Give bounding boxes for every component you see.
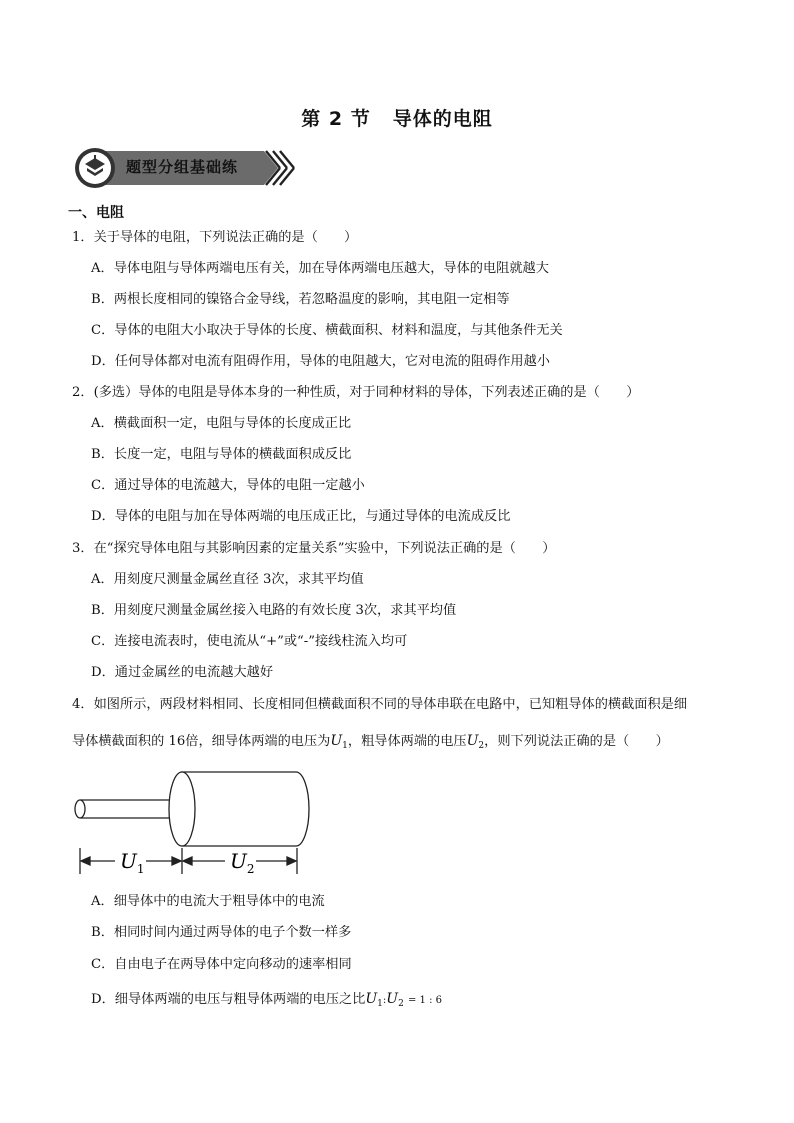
- u2-symbol: $U_2$: [466, 733, 485, 751]
- section-heading: 一、电阻: [68, 205, 124, 221]
- q3-option-c: C．连接电流表时，使电流从“+”或“-”接线柱流入均可: [91, 634, 408, 649]
- q2-option-b: B．长度一定，电阻与导体的横截面积成反比: [91, 447, 352, 462]
- label-u2: $U_2$: [230, 849, 255, 876]
- option-d-text: D．细导体两端的电压与粗导体两端的电压之比: [91, 992, 366, 1007]
- q4-option-b: B．相同时间内通过两导体的电子个数一样多: [91, 925, 352, 940]
- question-3-stem: 3．在“探究导体电阻与其影响因素的定量关系”实验中，下列说法正确的是（ ）: [72, 541, 556, 556]
- question-4-stem-line2: [72, 732, 669, 755]
- q1-option-b: B．两根长度相同的镍铬合金导线，若忽略温度的影响，其电阻一定相等: [91, 292, 510, 307]
- question-2-stem: 2．(多选）导体的电阻是导体本身的一种性质，对于同种材料的导体，下列表述正确的是（ ）: [72, 385, 640, 400]
- title-text: 导体的电阻: [392, 108, 493, 130]
- voltage-ratio-formula: $U_1:U_2$: [365, 991, 404, 1009]
- stem-text-c: ，则下列说法正确的是（ ）: [484, 734, 669, 749]
- question-1-stem: 1．关于导体的电阻，下列说法正确的是（ ）: [72, 230, 358, 245]
- q4-option-d: [91, 990, 442, 1013]
- u1-symbol: $U_1$: [330, 733, 348, 751]
- q1-option-c: C．导体的电阻大小取决于导体的长度、横截面积、材料和温度，与其他条件无关: [91, 323, 563, 338]
- page-title: [0, 104, 794, 131]
- question-4-stem-line1: 4．如图所示，两段材料相同、长度相同但横截面积不同的导体串联在电路中，已知粗导体的横截面积是细: [72, 697, 688, 712]
- q4-option-a: A．细导体中的电流大于粗导体中的电流: [91, 894, 325, 909]
- ratio-value: = 1 : 6: [408, 995, 443, 1006]
- banner-label: 题型分组基础练: [126, 158, 239, 176]
- stem-text-a: 导体横截面积的 16倍，细导体两端的电压为: [72, 734, 331, 749]
- q3-option-b: B．用刻度尺测量金属丝接入电路的有效长度 3次，求其平均值: [91, 603, 457, 618]
- conductor-diagram: [70, 768, 310, 880]
- stem-text-b: ，粗导体两端的电压: [347, 734, 467, 749]
- q1-option-d: D．任何导体都对电流有阻碍作用，导体的电阻越大，它对电流的阻碍作用越小: [91, 354, 550, 369]
- q1-option-a: A．导体电阻与导体两端电压有关，加在导体两端电压越大，导体的电阻就越大: [91, 261, 549, 276]
- title-number: 第 2 节: [301, 108, 371, 130]
- q3-option-d: D．通过金属丝的电流越大越好: [91, 665, 274, 680]
- q3-option-a: A．用刻度尺测量金属丝直径 3次，求其平均值: [91, 572, 364, 587]
- q4-option-c: C．自由电子在两导体中定向移动的速率相同: [91, 957, 352, 972]
- thin-conductor: [75, 800, 182, 818]
- label-u1: $U_1$: [120, 849, 145, 876]
- q2-option-c: C．通过导体的电流越大，导体的电阻一定越小: [91, 478, 365, 493]
- thick-conductor: [169, 772, 309, 846]
- q2-option-d: D．导体的电阻与加在导体两端的电压成正比，与通过导体的电流成反比: [91, 509, 511, 524]
- q2-option-a: A．横截面积一定，电阻与导体的长度成正比: [91, 416, 352, 431]
